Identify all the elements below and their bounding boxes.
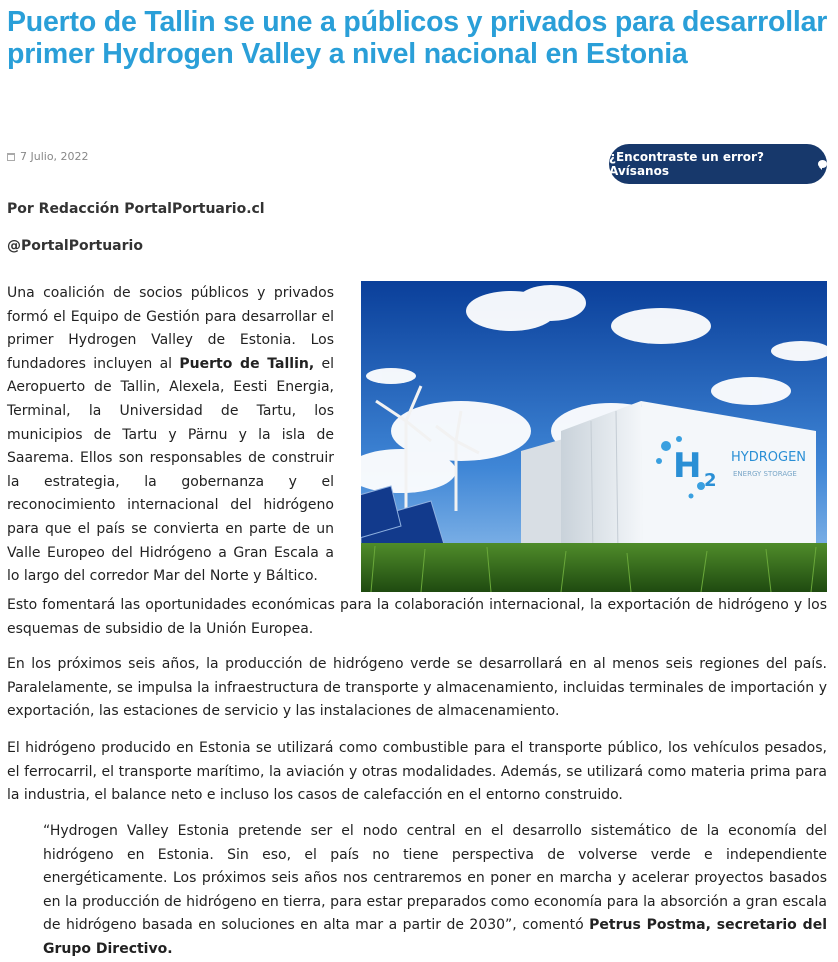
- h2-subscript: 2: [704, 470, 717, 491]
- article-title: Puerto de Tallin se une a públicos y privados para desarrollar primer Hydrogen Valley a nivel nacional en Estonia: [7, 6, 828, 70]
- intro-paragraph: [7, 282, 334, 589]
- paragraph-1: Esto fomentará las oportunidades económicas para la colaboración internacional, la exportación de hidrógeno y los esquemas de subsidio de la Unión Europea.: [7, 597, 827, 637]
- report-error-button[interactable]: [609, 144, 827, 184]
- intro-text-a: Una coalición de socios públicos y privados formó el Equipo de Gestión para desarrollar el primer Hydrogen Valley de Estonia. Los fundadores incluyen al: [7, 285, 334, 372]
- calendar-icon: [7, 153, 15, 161]
- date-text: 7 Julio, 2022: [20, 150, 89, 163]
- paragraph-2: En los próximos seis años, la producción de hidrógeno verde se desarrollará en al menos seis regiones del país. Paralelamente, se impulsa la infraestructura de transporte y almacenamiento, incluidas terminales de importación y exportación, las estaciones de servicio y las instalaciones de almacenamiento.: [7, 656, 827, 720]
- author-handle[interactable]: @PortalPortuario: [7, 238, 143, 254]
- quote-attribution: Petrus Postma, secretario del Grupo Directivo.: [43, 917, 827, 957]
- quote-text: “Hydrogen Valley Estonia pretende ser el nodo central en el desarrollo sistemático de la economía del hidrógeno en Estonia. Sin eso, el país no tiene perspectiva de volverse verde e independiente energéticamente. Los próximos seis años nos centraremos en poner en marcha y acelerar proyectos basados en la producción de hidrógeno en tierra, para estar preparados como economía para la absorción a gran escala de hidrógeno basada en soluciones en alta mar a partir de 2030”, comentó: [43, 823, 827, 934]
- byline: Por Redacción PortalPortuario.cl: [7, 201, 265, 217]
- container-sublabel: ENERGY STORAGE: [733, 470, 797, 478]
- paragraph-3: El hidrógeno producido en Estonia se utilizará como combustible para el transporte público, los vehículos pesados, el ferrocarril, el transporte marítimo, la aviación y otras modalidades. Además, se utilizará como materia prima para la industria, el balance neto e incluso los casos de calefacción en el entorno construido.: [7, 740, 827, 804]
- article-date: [7, 150, 89, 163]
- h2-symbol: H: [673, 446, 702, 486]
- quote-block: [43, 820, 827, 962]
- container-label: HYDROGEN: [731, 450, 807, 465]
- hydrogen-storage-photo: [361, 281, 827, 592]
- intro-text-b: el Aeropuerto de Tallin, Alexela, Eesti Energia, Terminal, la Universidad de Tartu, los municipios de Tartu y Pärnu y la isla de Saarema. Ellos son responsables de construir la estrategia, la gobernanza y el reconocimiento internacional del hidrógeno para que el país se convierta en parte de un Valle Europeo del Hidrógeno a Gran Escala a lo largo del corredor Mar del Norte y Báltico.: [7, 355, 335, 585]
- comment-icon: [818, 160, 827, 168]
- intro-bold: Puerto de Tallin,: [179, 355, 315, 372]
- report-error-label: ¿Encontraste un error? Avísanos: [609, 150, 764, 178]
